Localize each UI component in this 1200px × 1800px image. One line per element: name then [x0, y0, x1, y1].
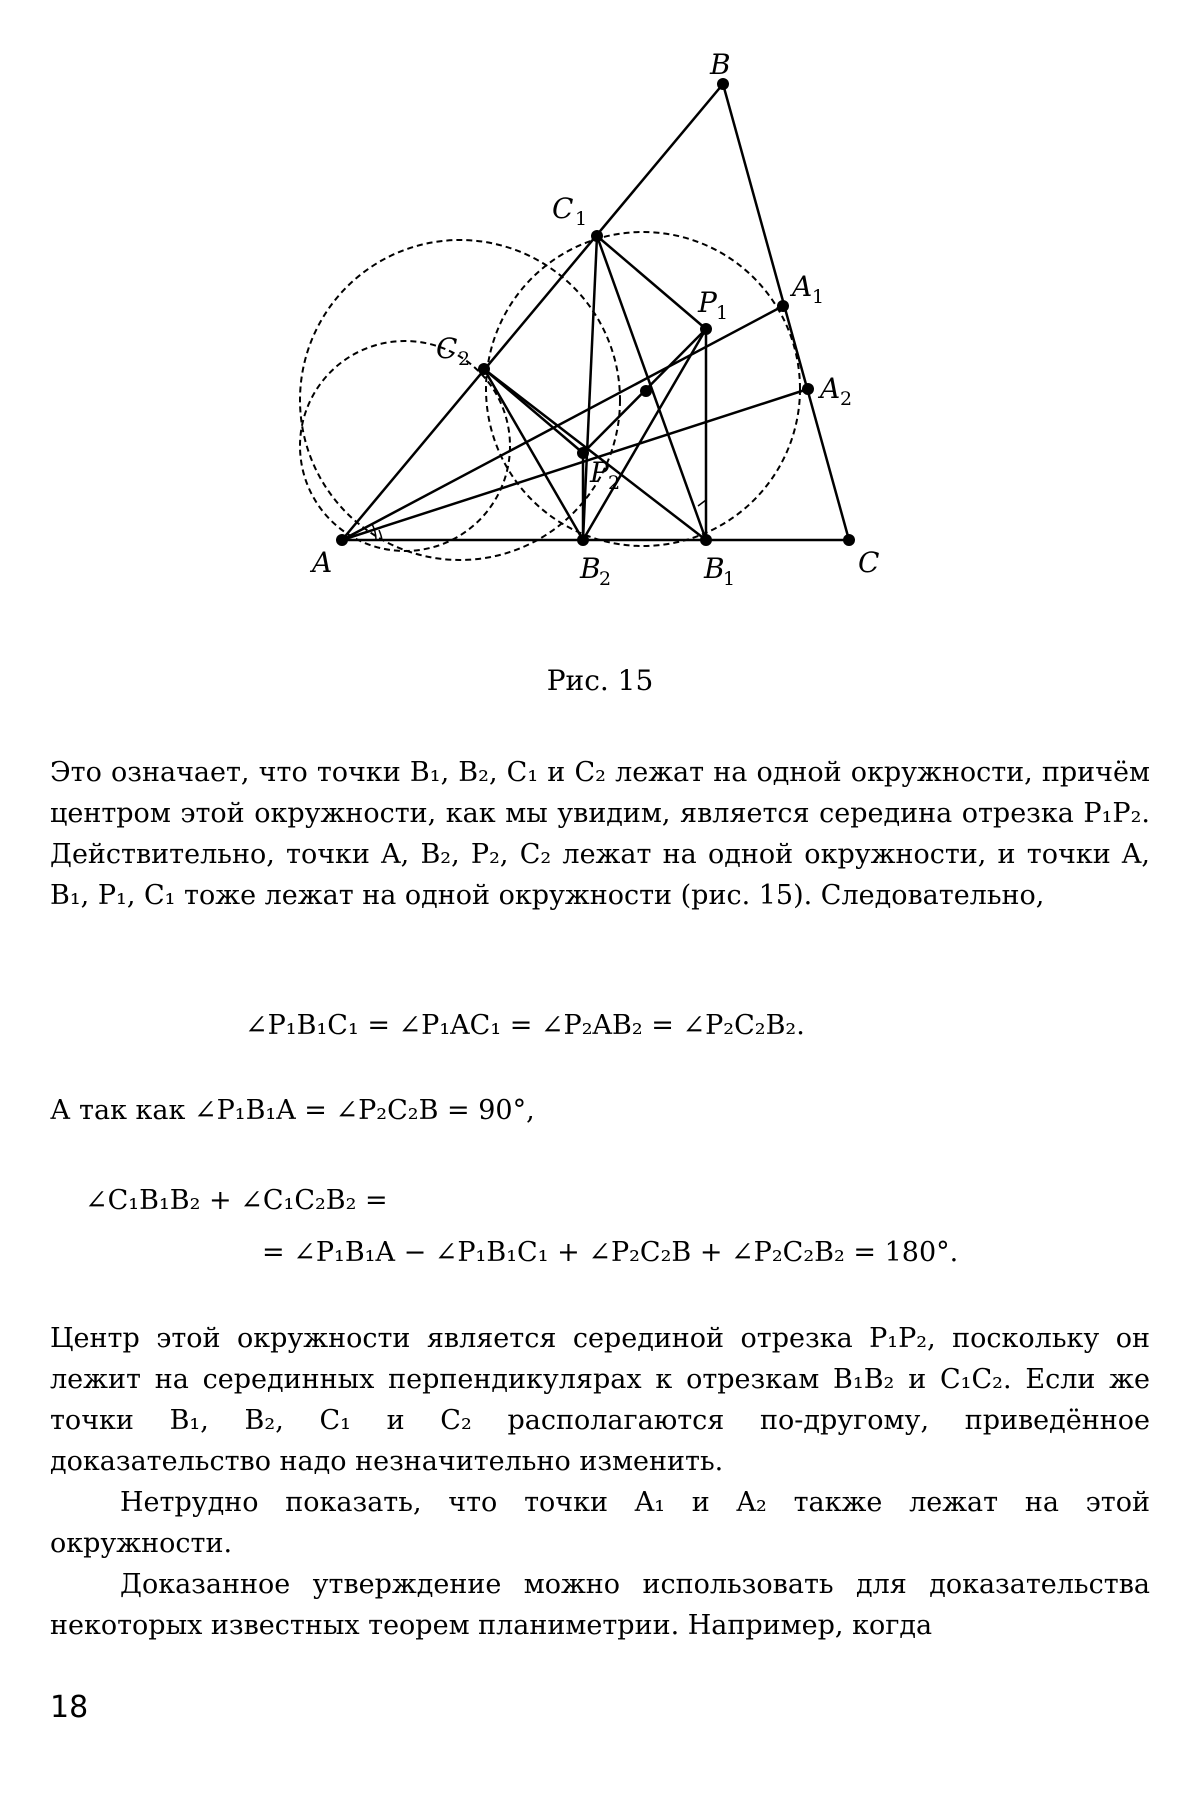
label-A2: A [820, 372, 841, 405]
formula-2b: = ∠P₁B₁A − ∠P₁B₁C₁ + ∠P₂C₂B + ∠P₂C₂B₂ = 180°. [262, 1237, 959, 1268]
point-midpoint [640, 385, 652, 397]
point-P2 [577, 447, 589, 459]
label-A1: A [792, 270, 813, 303]
label-P1: P [698, 286, 717, 319]
line-2: А так как ∠P₁B₁A = ∠P₂C₂B = 90°, [50, 1095, 535, 1126]
label-C: C [858, 546, 880, 579]
point-B1 [700, 534, 712, 546]
formula-2a: ∠C₁B₁B₂ + ∠C₁C₂B₂ = [85, 1185, 388, 1216]
dashed-circles [300, 232, 800, 560]
label-P2-sub: 2 [608, 472, 621, 494]
line-C2-B1 [484, 369, 706, 540]
label-P2: P [590, 456, 609, 489]
line-C2-B2 [484, 369, 583, 540]
point-C2 [478, 363, 490, 375]
label-B: B [710, 48, 731, 81]
paragraph-4: Нетрудно показать, что точки A₁ и A₂ также лежат на этой окружности. [50, 1487, 1150, 1559]
paragraph-3: Центр этой окружности является серединой отрезка P₁P₂, поскольку он лежит на серединных перпендикулярах к отрезкам B₁B₂ и C₁C₂. Если же точки B₁, B₂, C₁ и C₂ располагаются по-другому, приведённое доказательство надо незначительно изменить. [50, 1323, 1150, 1477]
paragraph-1: Это означает, что точки B₁, B₂, C₁ и C₂ лежат на одной окружности, причём центром этой окружности, как мы увидим, является середина отрезка P₁P₂. Действительно, точки A, B₂, P₂, C₂ лежат на одной окружности, и точки A, B₁, P₁, C₁ тоже лежат на одной окружности (рис. 15). Следовательно, [50, 757, 1150, 911]
line-C2-P2 [484, 369, 583, 453]
point-C1 [591, 230, 603, 242]
label-C1: C [552, 192, 574, 225]
label-C2: C [436, 332, 458, 365]
label-A: A [312, 546, 333, 579]
point-A1 [777, 300, 789, 312]
angle-mark-A-1 [372, 524, 376, 540]
label-P1-sub: 1 [716, 302, 729, 324]
point-C [843, 534, 855, 546]
label-C1-sub: 1 [575, 208, 588, 230]
label-B1-sub: 1 [723, 568, 736, 590]
point-A [336, 534, 348, 546]
point-A2 [802, 383, 814, 395]
formula-1: ∠P₁B₁C₁ = ∠P₁AC₁ = ∠P₂AB₂ = ∠P₂C₂B₂. [245, 1010, 805, 1041]
label-B1: B [704, 552, 725, 585]
side-BC [723, 84, 849, 540]
page-number: 18 [50, 1690, 89, 1725]
point-P1 [700, 323, 712, 335]
point-B2 [577, 534, 589, 546]
label-A1-sub: 1 [812, 286, 825, 308]
label-C2-sub: 2 [458, 348, 471, 370]
side-AB [342, 84, 723, 540]
label-A2-sub: 2 [840, 388, 853, 410]
figure-caption: Рис. 15 [546, 664, 654, 697]
label-B2-sub: 2 [599, 568, 612, 590]
label-B2: B [580, 552, 601, 585]
paragraph-5: Доказанное утверждение можно использовать для доказательства некоторых известных теорем планиметрии. Например, когда [50, 1569, 1150, 1641]
geometry-figure [0, 0, 1200, 700]
line-A-A2 [342, 389, 808, 540]
